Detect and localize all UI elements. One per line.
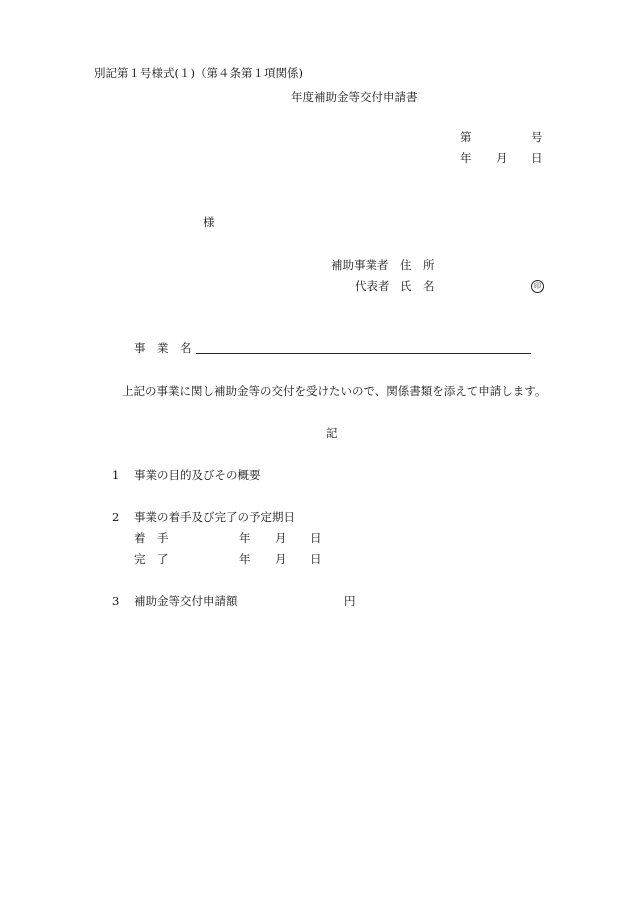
- doc-number-go: 号: [531, 130, 543, 144]
- applicant-label: 補助事業者: [331, 258, 389, 272]
- item-label-schedule: 事業の着手及び完了の予定期日: [134, 510, 295, 524]
- start-month: 月: [275, 531, 287, 545]
- item-number-2: 2: [112, 510, 120, 524]
- completion-day: 日: [310, 552, 322, 566]
- date-day: 日: [531, 151, 543, 165]
- addressee-sama: 様: [203, 215, 215, 229]
- ki-heading: 記: [326, 426, 338, 440]
- date-month: 月: [496, 151, 508, 165]
- item-label-amount: 補助金等交付申請額: [134, 594, 238, 608]
- start-day: 日: [310, 531, 322, 545]
- completion-month: 月: [275, 552, 287, 566]
- item-label-purpose: 事業の目的及びその概要: [134, 468, 261, 482]
- document-title: 年度補助金等交付申請書: [291, 90, 418, 104]
- date-year: 年: [460, 151, 472, 165]
- project-name-underline: [196, 353, 531, 354]
- application-statement: 上記の事業に関し補助金等の交付を受けたいので、関係書類を添えて申請します。: [122, 384, 547, 398]
- completion-label: 完 了: [134, 552, 169, 566]
- representative-label: 代表者: [355, 279, 390, 293]
- start-label: 着 手: [134, 531, 169, 545]
- applicant-address-label: 住 所: [400, 258, 435, 272]
- item-number-1: 1: [112, 468, 120, 482]
- project-name-label: 事 業 名: [134, 341, 192, 355]
- start-year: 年: [239, 531, 251, 545]
- completion-year: 年: [239, 552, 251, 566]
- seal-mark: 印: [531, 280, 544, 293]
- item-number-3: 3: [112, 594, 120, 608]
- doc-number-dai: 第: [460, 130, 472, 144]
- form-label: 別記第１号様式(１)（第４条第１項関係): [94, 66, 303, 80]
- representative-name-label: 氏 名: [400, 279, 435, 293]
- amount-unit-yen: 円: [344, 594, 356, 608]
